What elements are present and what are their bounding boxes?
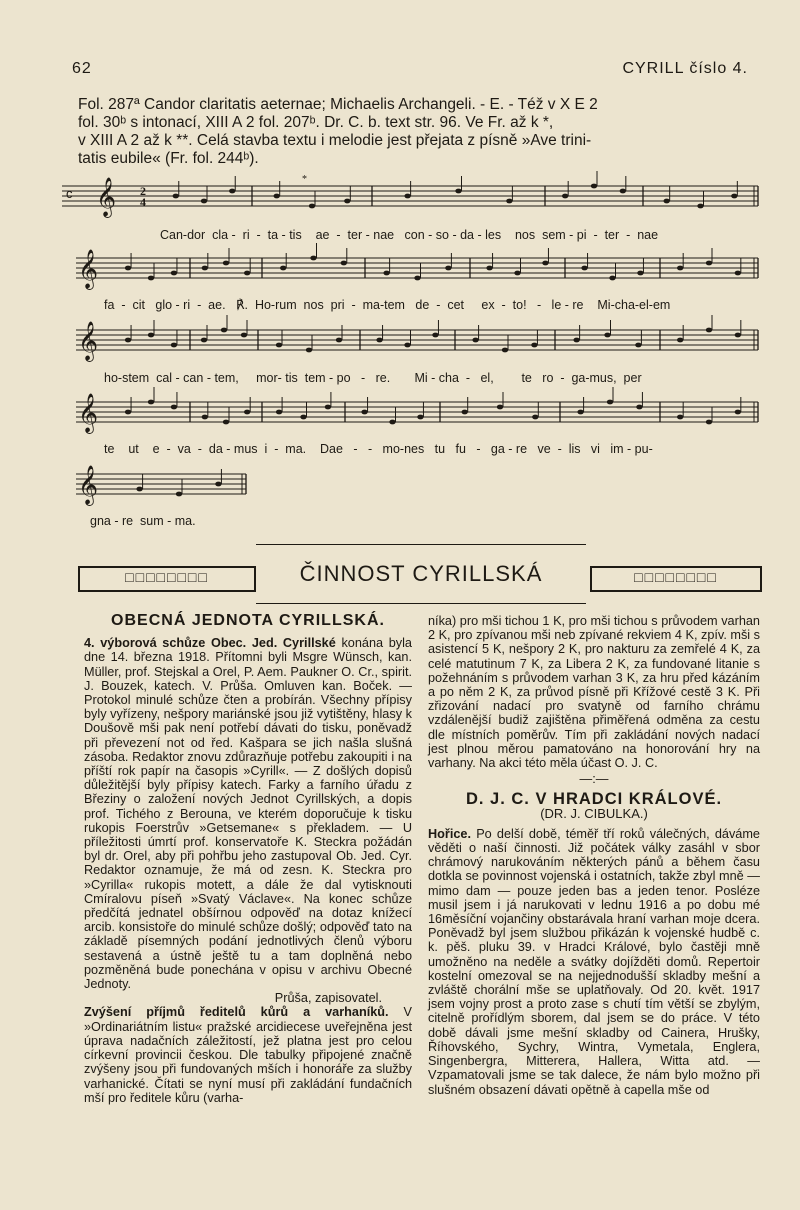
horice-text: Po delší době, téměř tří roků válečných, dáváme věděti o naší činnosti. Již počátek války zasáhl v sbor chrámový narukováním některých pánů a během času dotkla se povinnost vojenská i ostatních, takže zbyl mně — mimo dam — pouze jeden bas a jeden tenor. Posléze musil jsem i já narukovati v lednu 1916 a po dobu mé 16měsíční vojančiny obstarávala hraní varhan moje dcera. Poněvadž byl jsem službou přikázán k vojenské hudbě c. k. pěš. pluku 39. v Hradci Králové, bylo častěji mně umožněno na neděle a svátky dojížděti domů. Repertoir kostelní omezoval se na nejjednodušší skladby mešní a zvláště chorální mše se uplatňovaly. Od 20. květ. 1917 jsem vojny prost a proto zase s chutí tím větší se zbylým, citelně prořídlým sborem, dal jsem se do práce. V této době dávali jsme mešní skladby od Cainera, Hrušky, Říhovského, Sychry, Wintra, Vymetala, Englera, Singenbergra, Mitterera, Hallera, Witta atd. — Vzpamatovali jsme se tak dalece, že nám bylo možno při slušném obsazení dávati opětně à capella mše od: [428, 826, 760, 1097]
note-head: [531, 343, 537, 348]
note-head: [663, 199, 669, 204]
note-head: [455, 189, 461, 194]
note-head: [276, 410, 282, 415]
note-head: [735, 271, 741, 276]
meeting-report: [84, 636, 412, 991]
banner-ornament-left: □□□□□□□□: [78, 566, 256, 592]
note-head: [221, 328, 227, 333]
note-head: [389, 420, 395, 425]
note-head: [706, 328, 712, 333]
note-head: [229, 189, 235, 194]
income-continuation: níka) pro mši tichou 1 K, pro mši tichou s průvodem varhan 2 K, pro zpívanou mši neb zpívané rekviem 4 K, zpív. mši s asistencí 5 K, nešpory 2 K, pro nakturu za zemřelé 4 K, za celé matutinum 7 K, za Libera 2 K, za fundované litanie s požehnáním s průvodem varhan 3 K, za hru před kázáním a po něm 2 K, za průvod písně při Křížové cestě 3 K. Při zřizování nadací pro svatyně od farního chrámu vzdálenější budiž zajištěna přiměřená odměna za cestu dle místních poměrův. Tím při zakládání nových nadací jest plnou měrou pamatováno na honorování hry na varhany. Na akci této měla účast O. J. C.: [428, 614, 760, 771]
note-head: [148, 276, 154, 281]
treble-clef-icon: 𝄞: [78, 249, 99, 289]
right-heading: D. J. C. V HRADCI KRÁLOVÉ.: [465, 790, 723, 809]
note-head: [171, 343, 177, 348]
income-text: V »Ordinariátním listu« pražské arcidiecese uveřejněna jest úprava nadačních záležitostí, jež platna jest pro celou církevní provincii českou. Dle tabulky připojené značně zvýšeny jsou při fundovaných mších i honoráře za služby varhanické. Čítati se nyní musí při zakládání fundačních mší pro ředitele kůru (varha-: [84, 1005, 412, 1105]
meeting-text: konána byla dne 14. března 1918. Přítomni byli Msgre Wünsch, kan. Müller, prof. Stejskal a Orel, P. Aem. Paukner O. Cr., spirit. J. Bouzek, katech. V. Průša. Omluven kan. Boček. — Protokol minulé schůze čten a probírán. Všechny přípisy byly vyřízeny, nešpory mariánské jsou již vytištěny, hlasy k Doušově mši pak není potřebí dávati do tisku, poněvadž při převezení not od řed. Kašpara se jich našla slušná zásoba. Redaktor znovu zdůrazňuje potřebu zakoupiti i na příští rok papír na časopis »Cyrill«. — Z došlých dopisů důležitější byly přípisy katech. Farky a farního úřadu z Březiny o založení nových Jednot Cyrillských, a dopis prof. Tichého z Berouna, ve kterém doporučuje k tisku rukopis Foerstrův »Getsemane« s překladem. — U příležitosti úmrtí prof. konservatoře K. Steckra požádán byl dr. Orel, aby při pohřbu jeho zastupoval Ob. Jed. Cyr. Redaktor oznamuje, že má od zesn. K. Steckra pro »Cyrilla« rukopis motett, a dále že dal vytisknouti Cmíralovu píseň »Svatý Václave«. Na konec schůze předčítá jednatel obšírnou odpověď na dotaz knížecí arcib. konsistoře do minulé schůze došlý; odpověď tato na základě písemných podání jednotlivých členů výboru sestavená a ústně ještě tu a tam doplněná nebo pozměněná bude ponechána v opisu v archivu Obecné Jednoty.: [84, 636, 412, 992]
note-head: [173, 194, 179, 199]
note-head: [171, 271, 177, 276]
treble-clef-icon: 𝄞: [78, 465, 99, 505]
note-head: [635, 343, 641, 348]
left-column: [84, 614, 412, 1105]
meeting-lead: 4. výborová schůze Obec. Jed. Cyrillské: [84, 636, 336, 651]
lyrics-line-4: te ut e - va - da - mus i - ma. Dae - - mo-nes tu fu - ga - re ve - lis vi im - pu-: [104, 442, 653, 456]
note-head: [532, 415, 538, 420]
right-subheading: (DR. J. CIBULKA.): [540, 805, 648, 821]
note-head: [581, 266, 587, 271]
note-head: [376, 338, 382, 343]
note-head: [136, 487, 142, 492]
note-head: [306, 348, 312, 353]
note-head: [125, 410, 131, 415]
note-head: [244, 410, 250, 415]
left-heading: OBECNÁ JEDNOTA CYRILLSKÁ.: [111, 612, 385, 629]
note-head: [202, 415, 208, 420]
note-head: [577, 410, 583, 415]
note-head: [414, 276, 420, 281]
banner-ornament-right: □□□□□□□□: [590, 566, 762, 592]
intro-line: tatis eubile« (Fr. fol. 244ᵇ).: [78, 150, 259, 167]
note-head: [677, 338, 683, 343]
note-head: [201, 338, 207, 343]
note-head: [202, 266, 208, 271]
note-head: [706, 420, 712, 425]
note-head: [445, 266, 451, 271]
note-head: [486, 266, 492, 271]
note-head: [148, 333, 154, 338]
note-head: [325, 405, 331, 410]
note-head: [309, 204, 315, 209]
income-article: [84, 1005, 412, 1104]
note-head: [677, 415, 683, 420]
intro-line: Fol. 287ª Candor claritatis aeternae; Michaelis Archangeli. - E. - Též v X E 2: [78, 96, 598, 113]
intro-line: v XIII A 2 až k **. Celá stavba textu i melodie jest přejata z písně »Ave trini-: [78, 132, 592, 149]
note-head: [383, 271, 389, 276]
note-head: [636, 405, 642, 410]
note-head: [604, 333, 610, 338]
note-head: [125, 338, 131, 343]
note-head: [573, 338, 579, 343]
treble-clef-icon: 𝄞: [78, 321, 99, 361]
c-clef-icon: c: [66, 186, 73, 201]
note-head: [697, 204, 703, 209]
intro-line: fol. 30ᵇ s intonací, XIII A 2 fol. 207ᵇ. Dr. C. b. text str. 96. Ve Fr. až k *,: [78, 114, 554, 131]
note-head: [300, 415, 306, 420]
music-notation: [0, 0, 800, 540]
note-head: [274, 194, 280, 199]
note-head: [502, 348, 508, 353]
journal-title: CYRILL číslo 4.: [622, 60, 748, 77]
note-head: [514, 271, 520, 276]
horice-lead: Hořice.: [428, 826, 472, 841]
note-head: [404, 194, 410, 199]
section-banner: [78, 544, 764, 606]
note-head: [735, 410, 741, 415]
note-head: [241, 333, 247, 338]
note-head: [148, 400, 154, 405]
horice-report: [428, 827, 760, 1097]
time-signature-top: 2: [140, 184, 146, 198]
note-head: [462, 410, 468, 415]
note-head: [609, 276, 615, 281]
treble-clef-icon: 𝄞: [78, 393, 99, 433]
page-number: 62: [72, 60, 92, 77]
note-head: [223, 261, 229, 266]
note-head: [506, 199, 512, 204]
note-head: [125, 266, 131, 271]
note-head: [620, 189, 626, 194]
note-head: [336, 338, 342, 343]
note-head: [591, 184, 597, 189]
note-head: [244, 271, 250, 276]
note-head: [677, 266, 683, 271]
note-head: [637, 271, 643, 276]
note-head: [542, 261, 548, 266]
treble-clef-icon: 𝄞: [96, 177, 117, 217]
note-head: [344, 199, 350, 204]
note-head: [404, 343, 410, 348]
section-title: ČINNOST CYRILLSKÁ: [256, 544, 586, 604]
note-head: [607, 400, 613, 405]
note-head: [176, 492, 182, 497]
note-head: [341, 261, 347, 266]
note-head: [472, 338, 478, 343]
note-head: [735, 333, 741, 338]
note-head: [361, 410, 367, 415]
note-head: [432, 333, 438, 338]
note-head: [276, 343, 282, 348]
note-head: [201, 199, 207, 204]
lyrics-line-1: Can-dor cla - ri - ta - tis ae - ter - nae con - so - da - les nos sem - pi - ter - nae: [160, 228, 659, 242]
note-head: [731, 194, 737, 199]
lyrics-line-2: fa - cit glo - ri - ae. ℟. Ho-rum nos pri - ma-tem de - cet ex - to! - le - re Mi-cha-el-em: [104, 298, 671, 312]
income-lead: Zvýšení příjmů ředitelů kůrů a varhaníků.: [84, 1005, 389, 1020]
right-column: [428, 614, 760, 1097]
asterisk-mark: *: [302, 174, 307, 185]
note-head: [223, 420, 229, 425]
note-head: [562, 194, 568, 199]
note-head: [706, 261, 712, 266]
separator: —:—: [579, 772, 609, 787]
note-head: [310, 256, 316, 261]
lyrics-line-5: gna - re sum - ma.: [90, 514, 196, 528]
note-head: [417, 415, 423, 420]
note-head: [280, 266, 286, 271]
note-head: [497, 405, 503, 410]
lyrics-line-3: ho-stem cal - can - tem, mor- tis tem - po - re. Mi - cha - el, te ro - ga-mus, per: [104, 371, 642, 385]
signature: Průša, zapisovatel.: [274, 991, 382, 1006]
note-head: [215, 482, 221, 487]
note-head: [171, 405, 177, 410]
time-signature-bottom: 4: [140, 195, 146, 209]
